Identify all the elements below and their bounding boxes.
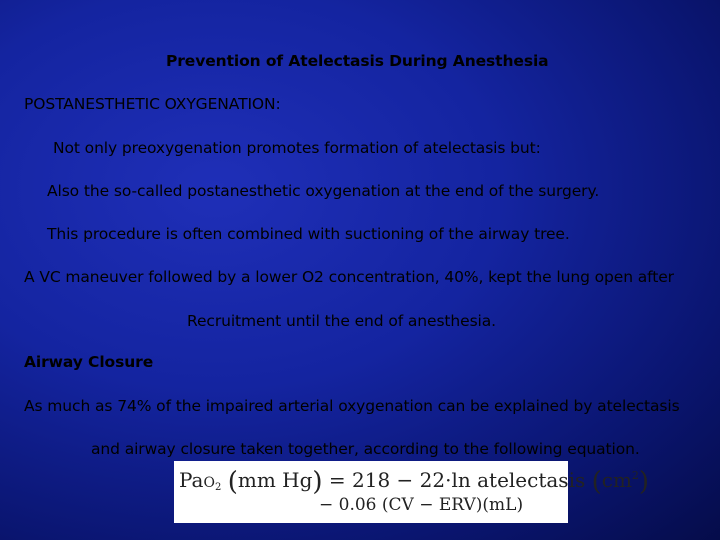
section-heading-postanesthetic: POSTANESTHETIC OXYGENATION:: [24, 95, 281, 113]
text-line-2: Also the so-called postanesthetic oxygenation at the end of the surgery.: [47, 182, 600, 200]
equation-image: [174, 461, 650, 523]
equation-lhs-sub: O: [203, 475, 215, 491]
equation-lhs-sub2: 2: [214, 482, 222, 493]
text-line-7: and airway closure taken together, according to the following equation.: [91, 440, 640, 458]
slide-title: Prevention of Atelectasis During Anesthesia: [166, 52, 549, 70]
equation-rhs-1: = 218 − 22·ln atelectasis: [328, 468, 586, 492]
equation-lhs: Pa: [179, 468, 204, 492]
equation-row-1: PaO2 (mm Hg) = 218 − 22·ln atelectasis $(cm^2)$: [179, 467, 650, 497]
equation-row-2: − 0.06 (CV − ERV)(mL): [319, 495, 524, 515]
text-line-5: Recruitment until the end of anesthesia.: [187, 312, 496, 330]
section-heading-airway-closure: Airway Closure: [24, 353, 154, 371]
text-line-6: As much as 74% of the impaired arterial oxygenation can be explained by atelectasis: [24, 397, 680, 415]
equation-lhs-unit: mm Hg: [237, 468, 313, 492]
equation-rhs-2: − 0.06 (CV − ERV): [319, 495, 483, 515]
equation-rhs-unit-2: mL: [489, 495, 517, 515]
equation-rhs-unit-1: cm: [601, 468, 632, 492]
text-line-1: Not only preoxygenation promotes formation of atelectasis but:: [53, 139, 541, 157]
text-line-4: A VC maneuver followed by a lower O2 concentration, 40%, kept the lung open after: [24, 268, 674, 286]
text-line-3: This procedure is often combined with suctioning of the airway tree.: [47, 225, 570, 243]
equation-rhs-unit-1-exp: 2: [631, 469, 639, 482]
